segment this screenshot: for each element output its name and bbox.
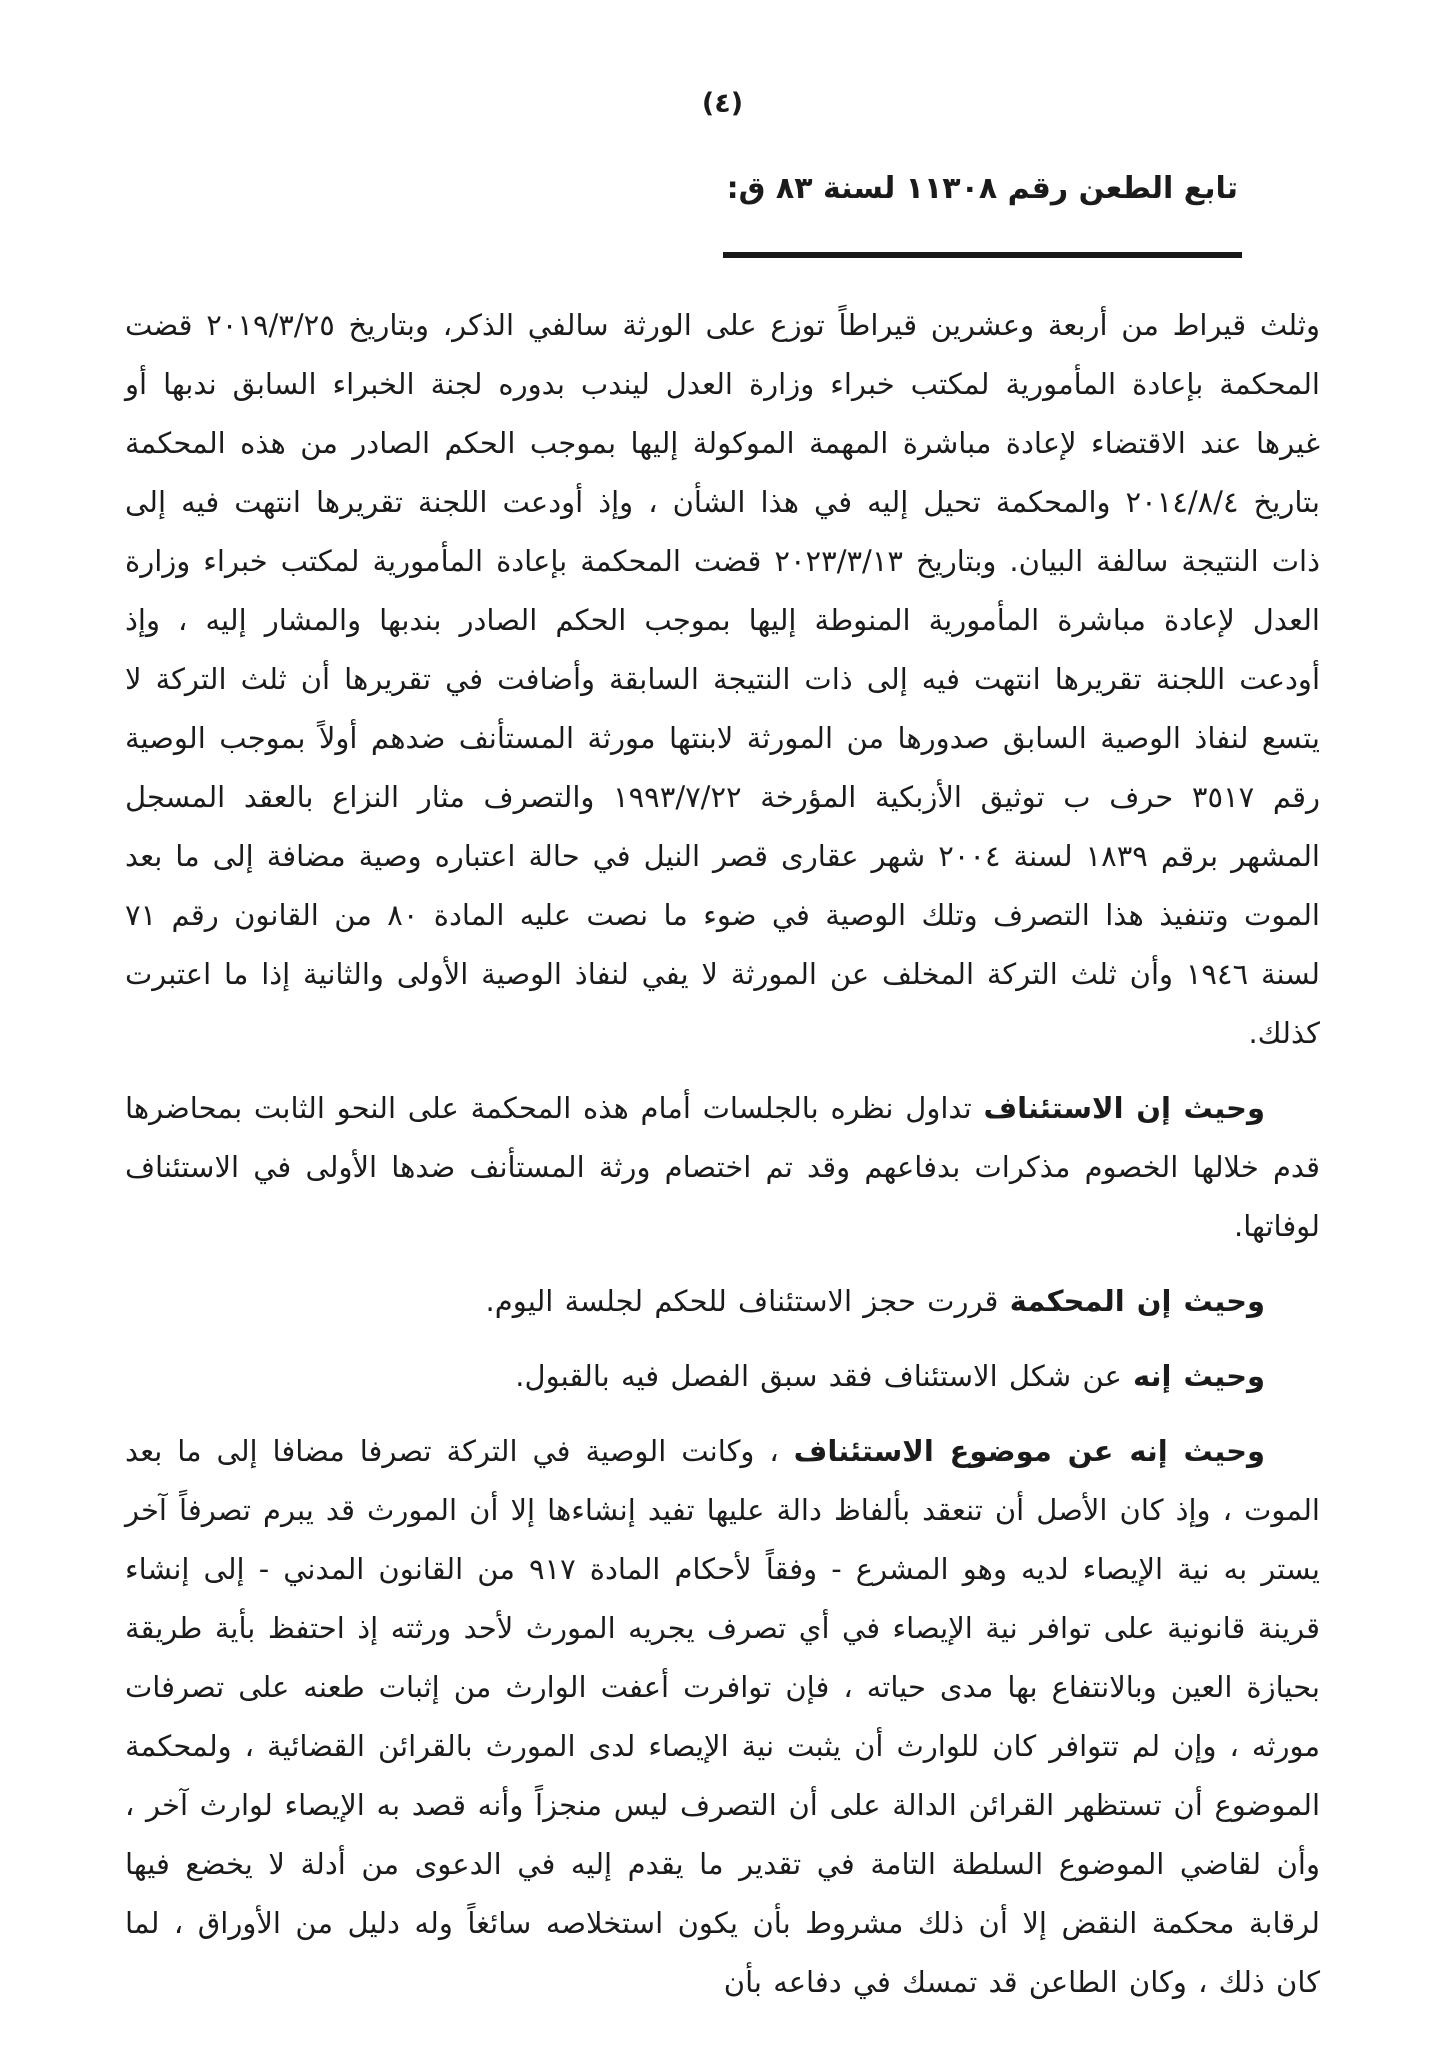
paragraph-lead: وحيث إن الاستئناف: [983, 1091, 1265, 1125]
paragraph-text: عن شكل الاستئناف فقد سبق الفصل فيه بالقبول.: [515, 1359, 1134, 1393]
judgment-body: [125, 296, 1320, 2012]
paragraph-text: قررت حجز الاستئناف للحكم لجلسة اليوم.: [485, 1284, 1010, 1318]
body-paragraph: [125, 1422, 1320, 2012]
body-paragraph: [125, 1347, 1320, 1406]
body-paragraph: [125, 1272, 1320, 1331]
paragraph-lead: وحيث إنه: [1133, 1359, 1265, 1393]
case-header: تابع الطعن رقم ١١٣٠٨ لسنة ٨٣ ق:: [726, 171, 1238, 206]
page-number: (٤): [701, 88, 744, 119]
paragraph-text: وثلث قيراط من أربعة وعشرين قيراطاً توزع على الورثة سالفي الذكر، وبتاريخ ٢٠١٩/٣/٢٥ قضت المحكمة بإعادة المأمورية لمكتب خبراء وزارة العدل ليندب بدوره لجنة الخبراء السابق ندبها أو غيرها عند الاقتضاء لإعادة مباشرة المهمة الموكولة إليها بموجب الحكم الصادر من هذه المحكمة بتاريخ ٢٠١٤/٨/٤ والمحكمة تحيل إليه في هذا الشأن ، وإذ أودعت اللجنة تقريرها انتهت فيه إلى ذات النتيجة سالفة البيان. وبتاريخ ٢٠٢٣/٣/١٣ قضت المحكمة بإعادة المأمورية لمكتب خبراء وزارة العدل لإعادة مباشرة المأمورية المنوطة إليها بموجب الحكم الصادر بندبها والمشار إليه ، وإذ أودعت اللجنة تقريرها انتهت فيه إلى ذات النتيجة السابقة وأضافت في تقريرها أن ثلث التركة لا يتسع لنفاذ الوصية السابق صدورها من المورثة لابنتها مورثة المستأنف ضدهم أولاً بموجب الوصية رقم ٣٥١٧ حرف ب توثيق الأزبكية المؤرخة ١٩٩٣/٧/٢٢ والتصرف مثار النزاع بالعقد المسجل المشهر برقم ١٨٣٩ لسنة ٢٠٠٤ شهر عقارى قصر النيل في حالة اعتباره وصية مضافة إلى ما بعد الموت وتنفيذ هذا التصرف وتلك الوصية في ضوء ما نصت عليه المادة ٨٠ من القانون رقم ٧١ لسنة ١٩٤٦ وأن ثلث التركة المخلف عن المورثة لا يفي لنفاذ الوصية الأولى والثانية إذا ما اعتبرت كذلك.: [125, 308, 1320, 1050]
body-paragraph: [125, 1079, 1320, 1256]
paragraph-text: تداول نظره بالجلسات أمام هذه المحكمة على النحو الثابت بمحاضرها قدم خلالها الخصوم مذكرات بدفاعهم وقد تم اختصام ورثة المستأنف ضدها الأولى في الاستئناف لوفاتها.: [125, 1091, 1320, 1243]
paragraph-lead: وحيث إنه عن موضوع الاستئناف: [793, 1434, 1266, 1468]
paragraph-text: ، وكانت الوصية في التركة تصرفا مضافا إلى ما بعد الموت ، وإذ كان الأصل أن تنعقد بألفاظ دالة عليها تفيد إنشاءها إلا أن المورث قد يبرم تصرفاً آخر يستر به نية الإيصاء لديه وهو المشرع - وفقاً لأحكام المادة ٩١٧ من القانون المدني - إلى إنشاء قرينة قانونية على توافر نية الإيصاء في أي تصرف يجريه المورث لأحد ورثته إذ احتفظ بأية طريقة بحيازة العين وبالانتفاع بها مدى حياته ، فإن توافرت أعفت الوارث من إثبات طعنه على تصرفات مورثه ، وإن لم تتوافر كان للوارث أن يثبت نية الإيصاء لدى المورث بالقرائن القضائية ، ولمحكمة الموضوع أن تستظهر القرائن الدالة على أن التصرف ليس منجزاً وأنه قصد به الإيصاء لوارث آخر ، وأن لقاضي الموضوع السلطة التامة في تقدير ما يقدم إليه في الدعوى من أدلة لا يخضع فيها لرقابة محكمة النقض إلا أن ذلك مشروط بأن يكون استخلاصه سائغاً وله دليل من الأوراق ، لما كان ذلك ، وكان الطاعن قد تمسك في دفاعه بأن: [125, 1434, 1321, 1999]
body-paragraph: [125, 296, 1320, 1063]
header-rule: [723, 252, 1242, 258]
header-block: [723, 171, 1242, 258]
paragraph-lead: وحيث إن المحكمة: [1009, 1284, 1265, 1318]
